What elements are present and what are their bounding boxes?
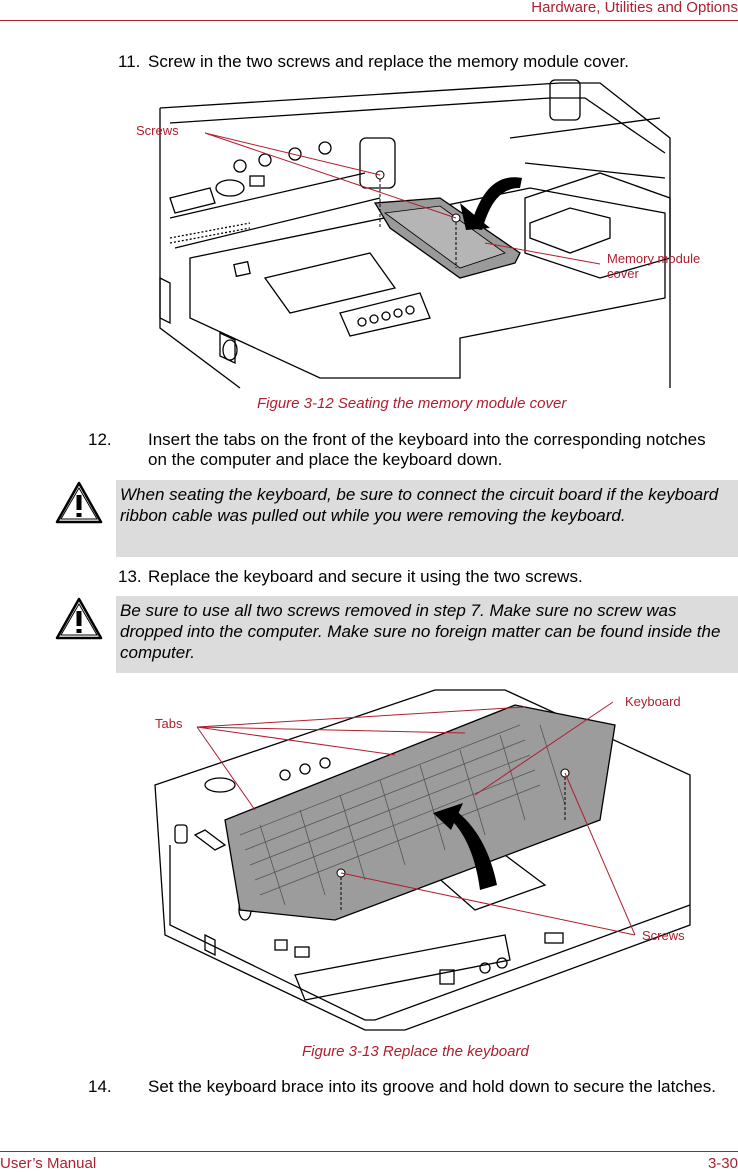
keyboard-illustration [145,685,695,1035]
screws-label: Screws [136,123,179,138]
footer-manual-title: User’s Manual [0,1155,97,1172]
running-header: Hardware, Utilities and Options [531,0,738,16]
memory-cover-label-line2: cover [607,266,639,281]
note-box [116,596,738,673]
screws-label: Screws [642,928,685,943]
step-number: 13. [118,567,142,586]
step-number: 12. [88,430,112,449]
note-box [116,480,738,557]
step-number: 11. [118,52,141,71]
keyboard-label: Keyboard [625,694,681,709]
step-14 [88,1077,718,1097]
figure-caption: Figure 3-13 Replace the keyboard [302,1043,529,1060]
step-text: Insert the tabs on the front of the keyboard into the corresponding notches on the computer and place the keyboard down. [148,430,706,469]
page-number: 3-30 [707,1155,738,1172]
figure-caption: Figure 3-12 Seating the memory module cover [257,395,567,412]
footer-rule [0,1151,738,1152]
header-rule [0,20,738,21]
step-13 [118,567,718,587]
note-text: When seating the keyboard, be sure to connect the circuit board if the keyboard ribbon cable was pulled out while you were removing the keyboard. [120,485,719,525]
warning-triangle-icon [55,596,103,642]
step-12 [88,430,718,470]
tabs-label: Tabs [155,716,183,731]
step-text: Replace the keyboard and secure it using the two screws. [148,567,583,586]
memory-cover-label-line1: Memory module [607,251,701,266]
memory-cover-illustration [130,78,701,390]
step-text: Set the keyboard brace into its groove and hold down to secure the latches. [148,1077,716,1096]
step-text: Screw in the two screws and replace the memory module cover. [148,52,629,71]
step-11 [118,52,718,72]
note-text: Be sure to use all two screws removed in step 7. Make sure no screw was dropped into the computer. Make sure no foreign matter can be found inside the computer. [120,601,721,662]
warning-triangle-icon [55,480,103,526]
step-number: 14. [88,1077,112,1096]
